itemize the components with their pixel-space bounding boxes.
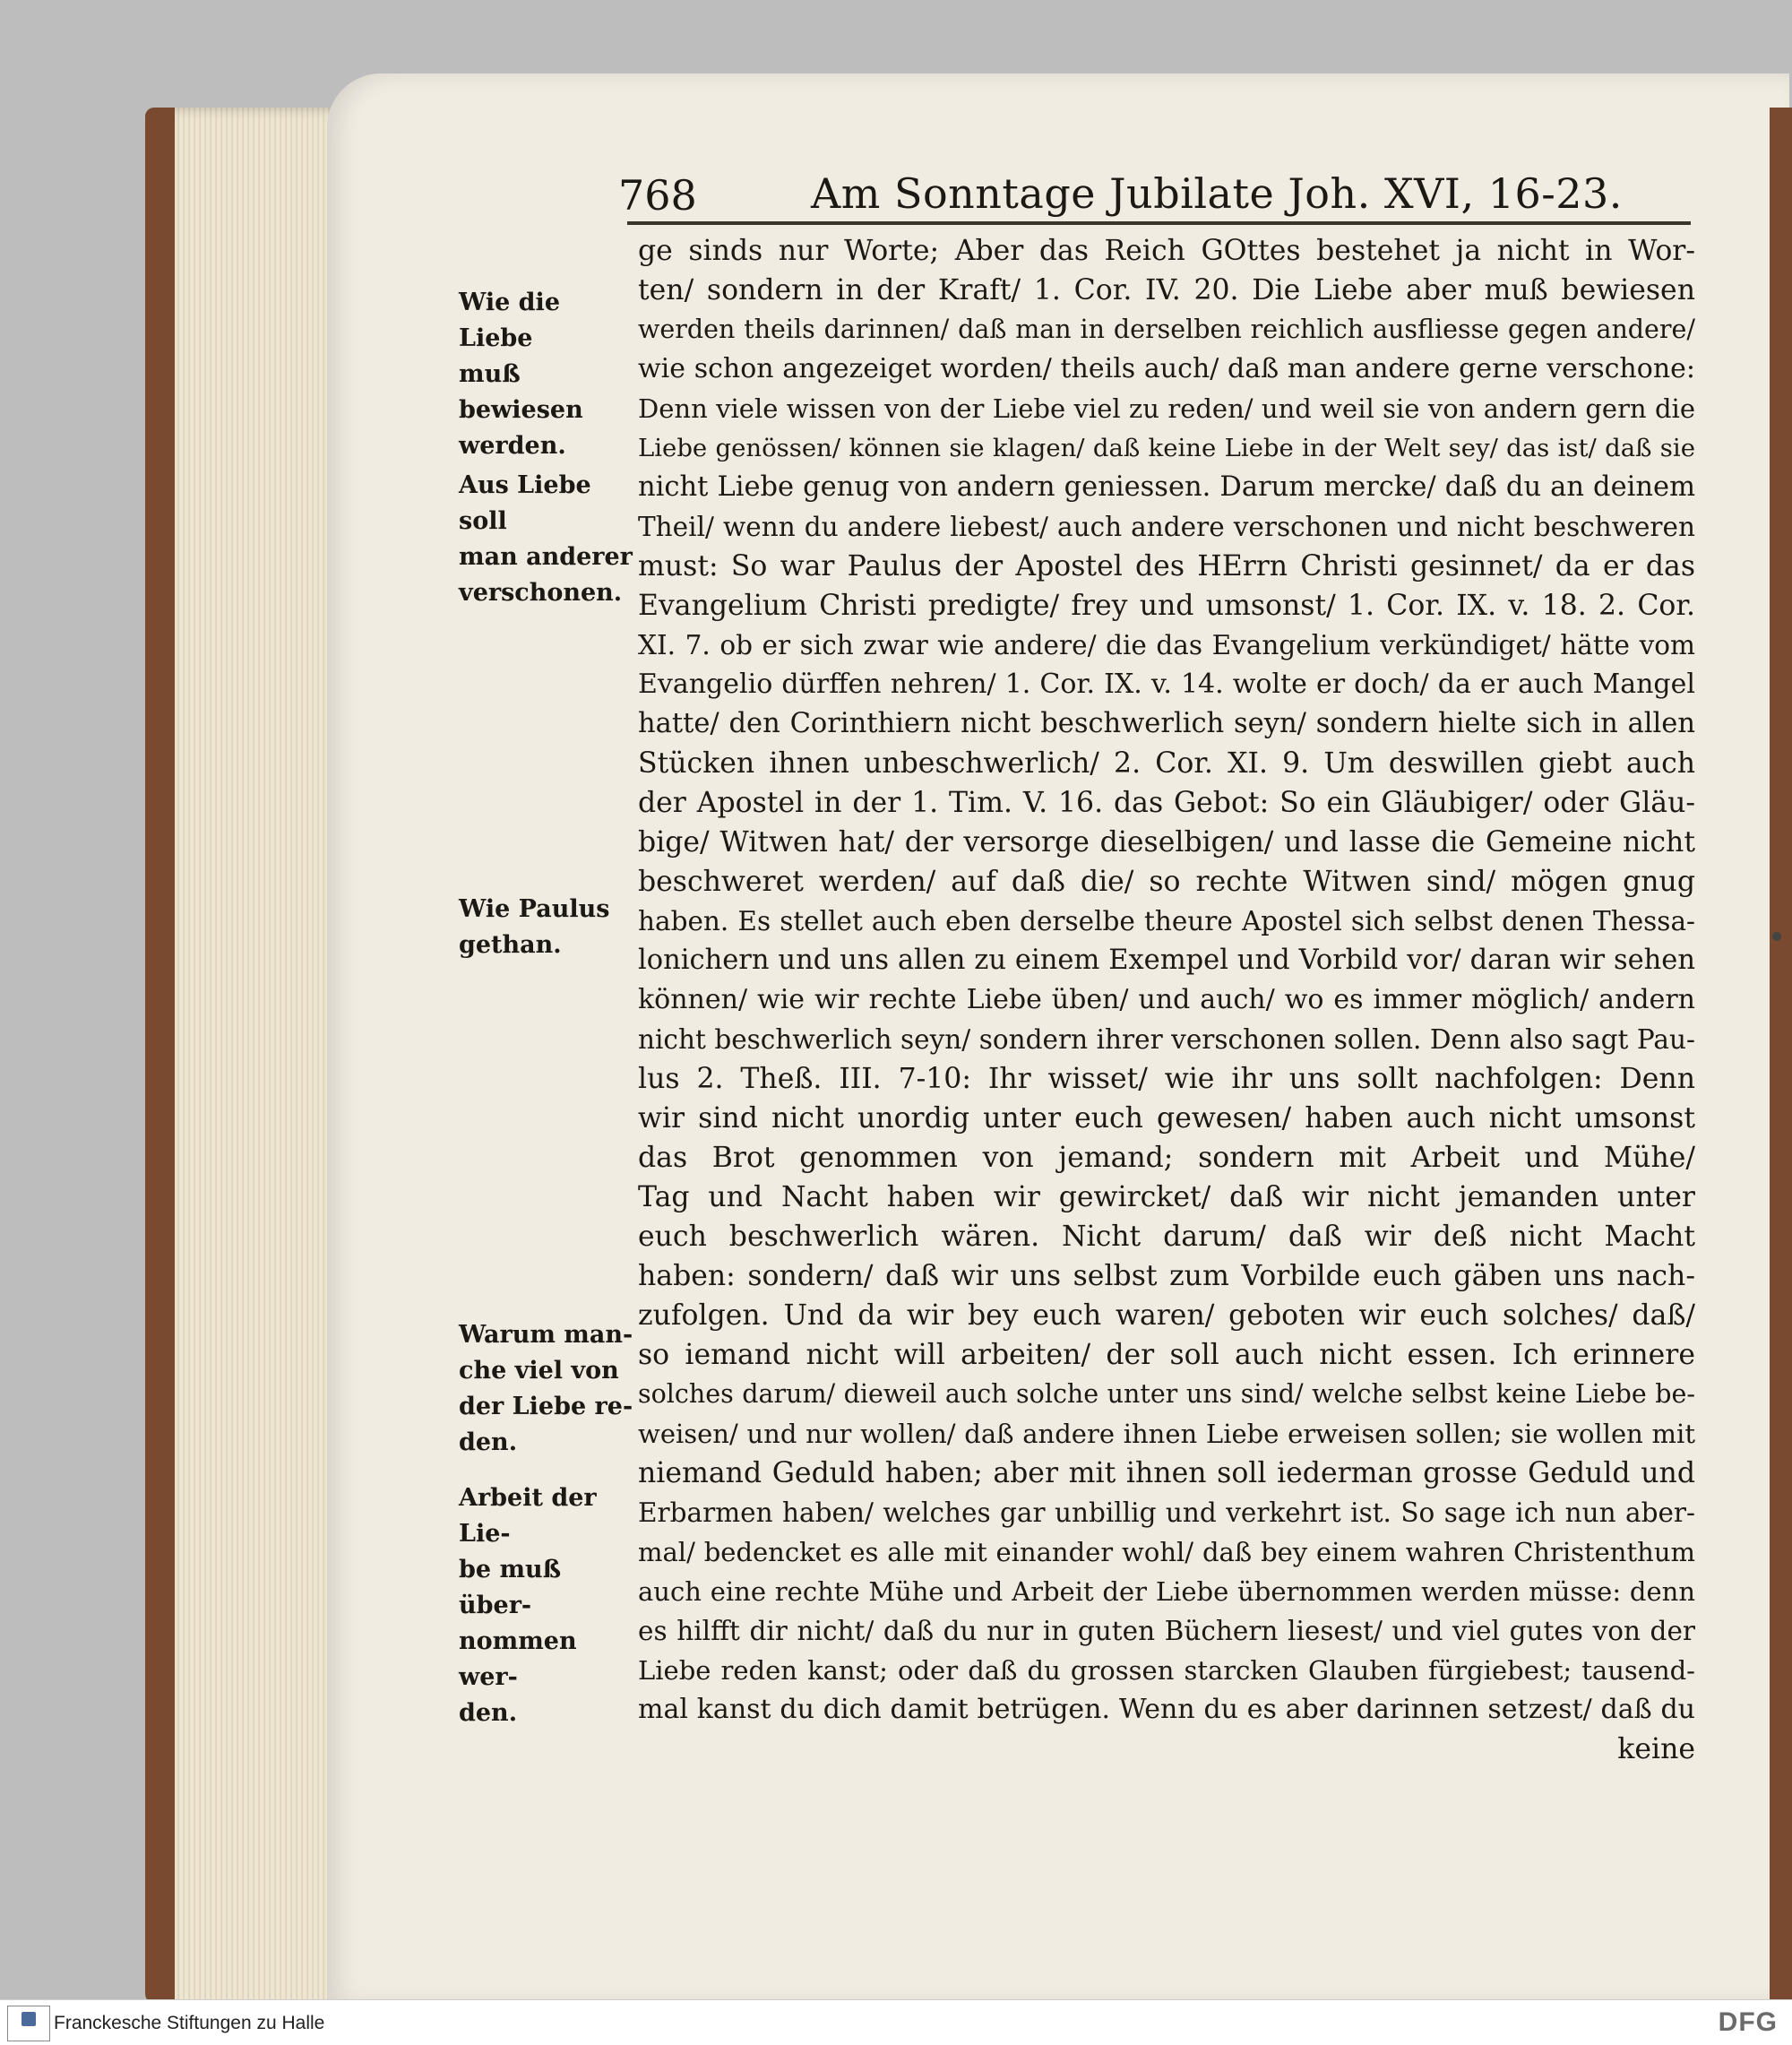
text-line: auch eine rechte Mühe und Arbeit der Liebe übernommen werden müsse: denn — [638, 1576, 1695, 1607]
text-line: werden theils darinnen/ daß man in derselben reichlich ausfliesse gegen andere/ — [638, 315, 1695, 344]
text-line: Tag und Nacht haben wir gewircket/ daß wir nicht jemanden unter — [638, 1181, 1695, 1213]
institution-logo-icon — [7, 2006, 50, 2041]
dfg-logo: DFG — [1718, 2007, 1778, 2037]
text-line: niemand Geduld haben; aber mit ihnen soll iederman grosse Geduld und — [638, 1457, 1695, 1489]
text-line: lus 2. Theß. III. 7-10: Ihr wisset/ wie ihr uns sollt nachfolgen: Denn — [638, 1063, 1695, 1095]
margin-note: Arbeit der Lie- be muß über- nommen wer- den. — [459, 1484, 597, 1727]
text-line: Denn viele wissen von der Liebe viel zu reden/ und weil sie von andern gern die — [638, 393, 1695, 424]
page-header — [618, 164, 1693, 227]
text-line: ge sinds nur Worte; Aber das Reich GOttes bestehet ja nicht in Wor- — [638, 235, 1695, 267]
text-line: bige/ Witwen hat/ der versorge dieselbigen/ und lasse die Gemeine nicht — [638, 826, 1695, 859]
text-line: Evangelium Christi predigte/ frey und umsonst/ 1. Cor. IX. v. 18. 2. Cor. — [638, 590, 1695, 622]
text-line: nicht beschwerlich seyn/ sondern ihrer verschonen sollen. Denn also sagt Pau- — [638, 1024, 1695, 1055]
text-line: euch beschwerlich wären. Nicht darum/ daß wir deß nicht Macht — [638, 1221, 1695, 1253]
text-line: nicht Liebe genug von andern geniessen. Darum mercke/ daß du an deinem — [638, 471, 1695, 503]
text-line: das Brot genommen von jemand; sondern mit Arbeit und Mühe/ — [638, 1142, 1695, 1174]
page-number: 768 — [618, 171, 697, 220]
text-line: mal kanst du dich damit betrügen. Wenn du es aber darinnen setzest/ daß du — [638, 1694, 1695, 1725]
book-cover-edge — [1770, 108, 1792, 2007]
margin-note: Warum man- che viel von der Liebe re- den. — [459, 1321, 633, 1456]
text-line: haben: sondern/ daß wir uns selbst zum Vorbilde euch gäben uns nach- — [638, 1260, 1695, 1292]
text-line: es hilfft dir nicht/ daß du nur in guten Büchern liesest/ und viel gutes von der — [638, 1616, 1695, 1646]
margin-note: Wie die Liebe muß bewiesen werden. — [459, 289, 583, 460]
text-line: können/ wie wir rechte Liebe üben/ und auch/ wo es immer möglich/ andern — [638, 984, 1695, 1015]
text-line: beschweret werden/ auf daß die/ so rechte Witwen sind/ mögen gnug — [638, 866, 1695, 898]
institution-name: Franckesche Stiftungen zu Halle — [54, 2013, 325, 2033]
margin-note: Aus Liebe soll man anderer verschonen. — [459, 471, 633, 607]
text-line: haben. Es stellet auch eben derselbe theure Apostel sich selbst denen Thessa- — [638, 906, 1695, 936]
text-line: wie schon angezeiget worden/ theils auch/ daß man andere gerne verschone: — [638, 353, 1695, 384]
text-line: solches darum/ dieweil auch solche unter uns sind/ welche selbst keine Liebe be- — [638, 1379, 1695, 1409]
header-rule — [627, 221, 1691, 225]
body-text — [638, 231, 1695, 1769]
text-line: so iemand nicht will arbeiten/ der soll auch nicht essen. Ich erinnere — [638, 1339, 1695, 1371]
text-line: Liebe reden kanst; oder daß du grossen starcken Glauben fürgiebest; tausend- — [638, 1655, 1695, 1686]
text-line: weisen/ und nur wollen/ daß andere ihnen Liebe erweisen sollen; sie wollen mit — [638, 1419, 1695, 1449]
text-line: Evangelio dürffen nehren/ 1. Cor. IX. v. 14. wolte er doch/ da er auch Mangel — [638, 669, 1695, 700]
text-line: mal/ bedencket es alle mit einander wohl/ daß bey einem wahren Christenthum — [638, 1537, 1695, 1567]
text-line: lonichern und uns allen zu einem Exempel und Vorbild vor/ daran wir sehen — [638, 945, 1695, 976]
text-line: keine — [1617, 1733, 1695, 1765]
page-edges — [175, 108, 345, 2012]
text-line: ten/ sondern in der Kraft/ 1. Cor. IV. 20. Die Liebe aber muß bewiesen — [638, 274, 1695, 306]
footer-bar — [0, 1999, 1792, 2045]
text-line: must: So war Paulus der Apostel des HErrn Christi gesinnet/ da er das — [638, 550, 1695, 582]
text-line: hatte/ den Corinthiern nicht beschwerlich seyn/ sondern hielte sich in allen — [638, 708, 1695, 739]
scan-mark — [1772, 932, 1781, 941]
text-line: Theil/ wenn du andere liebest/ auch andere verschonen und nicht beschweren — [638, 512, 1695, 542]
running-title: Am Sonntage Jubilate Joh. XVI, 16-23. — [811, 169, 1623, 218]
margin-note: Wie Paulus gethan. — [459, 895, 610, 959]
text-line: Liebe genössen/ können sie klagen/ daß keine Liebe in der Welt sey/ das ist/ daß sie — [638, 434, 1695, 462]
text-line: Erbarmen haben/ welches gar unbillig und verkehrt ist. So sage ich nun aber- — [638, 1497, 1695, 1528]
text-line: wir sind nicht unordig unter euch gewesen/ haben auch nicht umsonst — [638, 1102, 1695, 1135]
text-line: zufolgen. Und da wir bey euch waren/ geboten wir euch solches/ daß/ — [638, 1299, 1695, 1332]
text-line: der Apostel in der 1. Tim. V. 16. das Gebot: So ein Gläubiger/ oder Gläu- — [638, 787, 1695, 819]
text-line: XI. 7. ob er sich zwar wie andere/ die das Evangelium verkündiget/ hätte vom — [638, 630, 1695, 660]
text-line: Stücken ihnen unbeschwerlich/ 2. Cor. XI. 9. Um deswillen giebt auch — [638, 747, 1695, 780]
